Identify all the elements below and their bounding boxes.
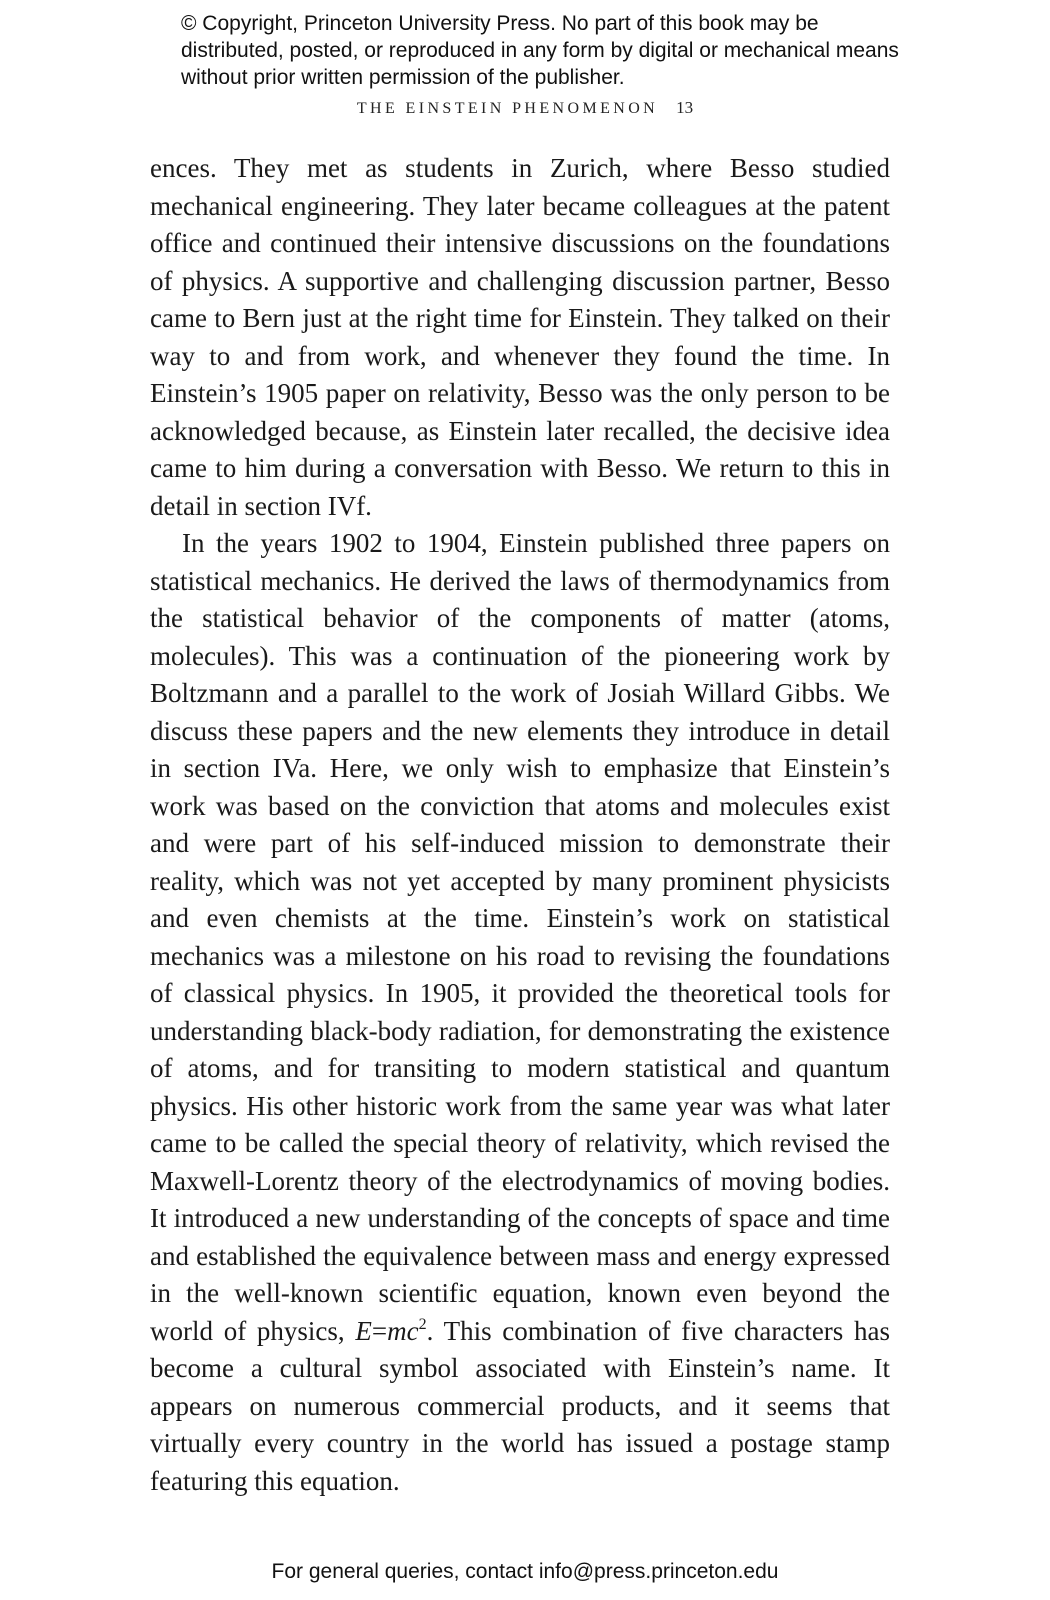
footer-contact: For general queries, contact info@press.princeton.edu — [271, 1560, 779, 1583]
equation-equals: = — [371, 1315, 388, 1346]
page-number: 13 — [676, 98, 694, 117]
body-text — [150, 150, 890, 1500]
copyright-notice: © Copyright, Princeton University Press. No part of this book may be distributed, posted, or reproduced in any form by digital or mechanical means without prior written permission of the publisher. — [181, 12, 899, 89]
equation-exponent: 2 — [418, 1315, 427, 1333]
equation — [355, 1316, 426, 1346]
paragraph-2 — [150, 525, 890, 1500]
paragraph-1: ences. They met as students in Zurich, where Besso studied mechanical engineering. They later became colleagues at the patent office and continued their intensive discussions on the foundations of physics. A supportive and challenging discussion partner, Besso came to Bern just at the right time for Einstein. They talked on their way to and from work, and whenever they found the time. In Einstein’s 1905 paper on relativity, Besso was the only person to be acknowledged because, as Einstein later recalled, the decisive idea came to him during a conversation with Besso. We return to this in detail in section IVf. — [150, 153, 890, 521]
paragraph-2-text-before-equation: In the years 1902 to 1904, Einstein published three papers on statistical mechanics. He derived the laws of thermodynamics from the statistical behavior of the components of matter (atoms, molecules). This was a continuation of the pioneering work by Boltzmann and a parallel to the work of Josiah Willard Gibbs. We discuss these papers and the new elements they introduce in detail in section IVa. Here, we only wish to emphasize that Einstein’s work was based on the conviction that atoms and molecules exist and were part of his self-induced mission to demonstrate their reality, which was not yet accepted by many prominent physicists and even chemists at the time. Einstein’s work on statistical mechanics was a milestone on his road to revising the foundations of classical physics. In 1905, it provided the theoretical tools for understanding black-body radiation, for demonstrating the existence of atoms, and for transiting to modern statistical and quantum physics. His other historic work from the same year was what later came to be called the special theory of relativity, which revised the Maxwell-Lorentz theory of the electrodynamics of moving bodies. It introduced a new understanding of the concepts of space and time and established the equivalence between mass and energy expressed in the well-known scientific equation, known even beyond the world of physics, — [150, 528, 890, 1346]
paragraph-2-text-after-equation: . This combination of five characters has become a cultural symbol associated with Einstein’s name. It appears on numerous commercial products, and it seems that virtually every country in the world has issued a postage stamp featuring this equation. — [150, 1315, 891, 1496]
equation-lhs: E — [355, 1315, 372, 1346]
running-head-title: THE EINSTEIN PHENOMENON — [356, 100, 659, 117]
running-head — [150, 98, 900, 118]
equation-rhs: mc — [387, 1315, 419, 1346]
